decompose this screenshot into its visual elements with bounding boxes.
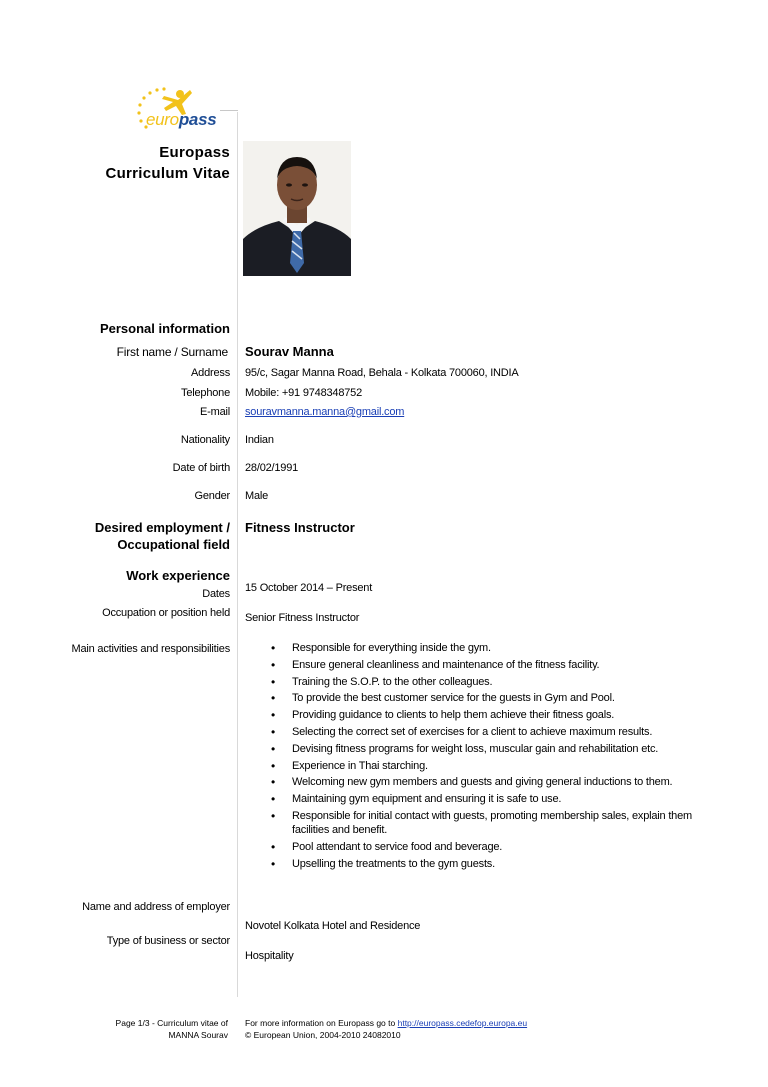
nationality-label: Nationality [180, 434, 230, 446]
telephone-value: Mobile: +91 9748348752 [245, 387, 363, 399]
footer-info-prefix: For more information on Europass go to [245, 1018, 398, 1028]
address-label: Address [191, 367, 230, 379]
activity-item: • Upselling the treatments to the gym guests. [268, 857, 698, 871]
logo-text-euro: euro [146, 110, 179, 129]
email-value[interactable] [245, 406, 404, 418]
activity-item: • Training the S.O.P. to the other colleagues. [268, 675, 698, 689]
logo-text-pass: pass [178, 110, 217, 129]
activity-item: • Responsible for everything inside the gym. [268, 641, 698, 655]
footer-page-info [116, 1017, 228, 1041]
column-divider [237, 112, 238, 997]
sector-value: Hospitality [245, 950, 294, 962]
activity-item: • Pool attendant to service food and beverage. [268, 840, 698, 854]
sector-label: Type of business or sector [106, 935, 230, 947]
footer-europass-info [245, 1017, 527, 1041]
occupation-value: Senior Fitness Instructor [245, 612, 360, 624]
activity-item: • To provide the best customer service for the guests in Gym and Pool. [268, 691, 698, 705]
activity-item: • Welcoming new gym members and guests and giving general inductions to them. [268, 775, 698, 789]
europass-logo [134, 84, 226, 136]
dates-label: Dates [202, 588, 230, 600]
date-of-birth-value: 28/02/1991 [245, 462, 299, 474]
personal-information-heading: Personal information [99, 321, 230, 336]
employer-label: Name and address of employer [82, 901, 230, 913]
work-experience-heading: Work experience [126, 568, 230, 583]
address-value: 95/c, Sagar Manna Road, Behala - Kolkata 700060, INDIA [245, 367, 519, 379]
activity-item: • Ensure general cleanliness and maintenance of the fitness facility. [268, 658, 698, 672]
europass-website-link[interactable]: http://europass.cedefop.europa.eu [397, 1018, 528, 1028]
cv-title-curriculum-vitae: Curriculum Vitae [105, 165, 230, 182]
activity-item: • Devising fitness programs for weight loss, muscular gain and rehabilitation etc. [268, 742, 698, 756]
activity-item: • Maintaining gym equipment and ensuring it is safe to use. [268, 792, 698, 806]
email-label: E-mail [200, 406, 230, 418]
main-activities-label: Main activities and responsibilities [71, 643, 230, 655]
activity-item: • Experience in Thai starching. [268, 759, 698, 773]
profile-photo [243, 141, 351, 276]
footer-info-line [245, 1017, 527, 1029]
activity-item: • Selecting the correct set of exercises for a client to achieve maximum results. [268, 725, 698, 739]
full-name: Sourav Manna [245, 344, 334, 359]
activity-item: • Providing guidance to clients to help them achieve their fitness goals. [268, 708, 698, 722]
person-portrait-icon [243, 141, 351, 276]
employer-value: Novotel Kolkata Hotel and Residence [245, 920, 421, 932]
email-link[interactable]: souravmanna.manna@gmail.com [245, 406, 405, 418]
dates-value: 15 October 2014 – Present [245, 582, 373, 594]
gender-value: Male [245, 490, 269, 502]
occupation-label: Occupation or position held [102, 607, 230, 619]
footer-copyright: © European Union, 2004-2010 24082010 [245, 1030, 401, 1040]
cv-title-europass: Europass [159, 144, 230, 161]
date-of-birth-label: Date of birth [172, 462, 230, 474]
activity-item: • Responsible for initial contact with guests, promoting membership sales, explain them facilities and benefit. [268, 809, 698, 837]
footer-name-line: MANNA Sourav [168, 1030, 228, 1040]
logo-rule [220, 110, 238, 111]
nationality-value: Indian [245, 434, 274, 446]
gender-label: Gender [194, 490, 230, 502]
telephone-label: Telephone [181, 387, 230, 399]
occupational-field-heading: Occupational field [117, 537, 230, 552]
desired-employment-heading: Desired employment / [94, 520, 230, 535]
footer-page-line: Page 1/3 - Curriculum vitae of [115, 1018, 228, 1028]
first-name-surname-label: First name / Surname [116, 345, 228, 359]
activities-list [268, 641, 698, 873]
desired-employment-value: Fitness Instructor [245, 520, 355, 535]
europass-wordmark [146, 110, 216, 130]
